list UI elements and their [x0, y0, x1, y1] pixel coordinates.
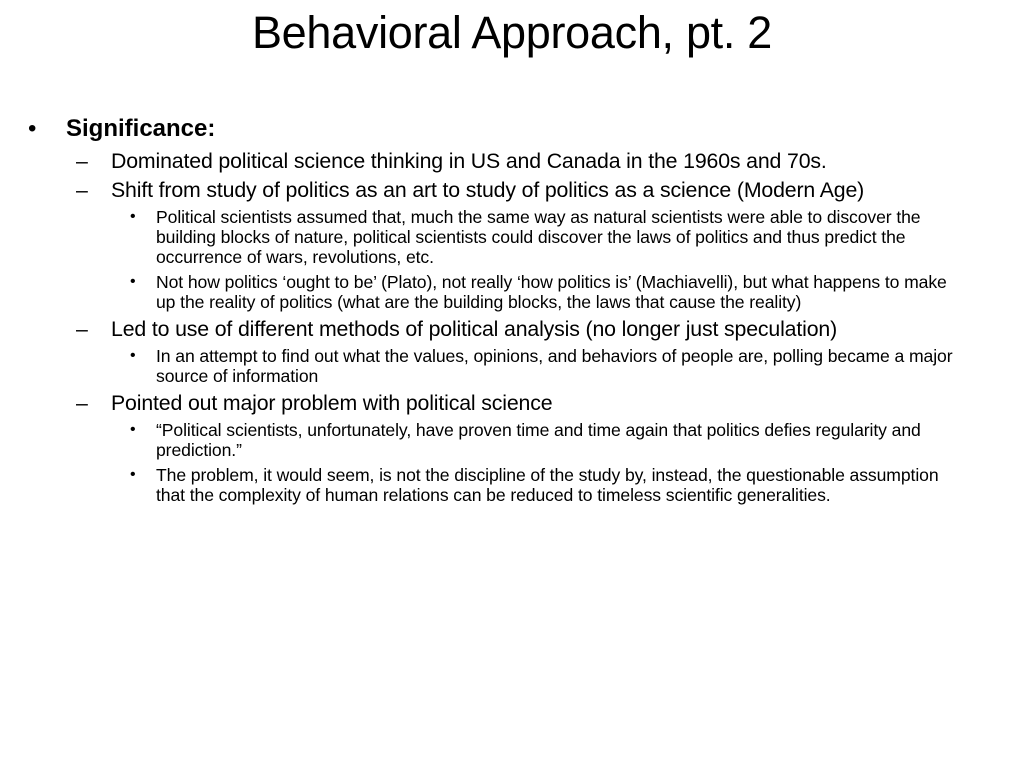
- subpoint-item: [128, 272, 968, 312]
- subpoint-item: [128, 346, 968, 386]
- point-item: [76, 178, 988, 202]
- bullet-icon: •: [28, 115, 37, 142]
- point-text: Shift from study of politics as an art to study of politics as a science (Modern Age): [111, 178, 865, 202]
- heading-bullet: [28, 114, 988, 144]
- subpoint-text: Not how politics ‘ought to be’ (Plato), not really ‘how politics is’ (Machiavelli), but what happens to make up the reality of politics (what are the building blocks, the laws that cause the reality): [156, 272, 947, 312]
- subpoint-text: Political scientists assumed that, much the same way as natural scientists were able to discover the building blocks of nature, political scientists could discover the laws of politics and thus predict the occurrence of wars, revolutions, etc.: [156, 207, 921, 267]
- slide-title: Behavioral Approach, pt. 2: [251, 7, 773, 58]
- bullet-icon: •: [130, 421, 136, 438]
- subpoint-item: [128, 420, 968, 460]
- slide-body: [28, 114, 988, 505]
- point-item: [76, 391, 988, 415]
- point-item: [76, 149, 988, 173]
- heading-text: Significance:: [66, 115, 216, 142]
- point-text: Dominated political science thinking in US and Canada in the 1960s and 70s.: [111, 149, 827, 173]
- dash-icon: –: [76, 178, 88, 202]
- subpoint-text: The problem, it would seem, is not the discipline of the study by, instead, the questionable assumption that the complexity of human relations can be reduced to timeless scientific generalities.: [156, 465, 939, 505]
- point-text: Led to use of different methods of political analysis (no longer just speculation): [111, 317, 838, 341]
- subpoint-item: [128, 207, 968, 267]
- point-item: [76, 317, 988, 341]
- bullet-icon: •: [130, 347, 136, 364]
- subpoint-text: In an attempt to find out what the values, opinions, and behaviors of people are, polling became a major source of information: [156, 346, 953, 386]
- bullet-icon: •: [130, 466, 136, 483]
- dash-icon: –: [76, 391, 88, 415]
- subpoint-item: [128, 465, 968, 505]
- dash-icon: –: [76, 149, 88, 173]
- point-text: Pointed out major problem with political science: [111, 391, 553, 415]
- dash-icon: –: [76, 317, 88, 341]
- bullet-icon: •: [130, 208, 136, 225]
- bullet-icon: •: [130, 273, 136, 290]
- subpoint-text: “Political scientists, unfortunately, have proven time and time again that politics defies regularity and prediction.”: [156, 420, 921, 460]
